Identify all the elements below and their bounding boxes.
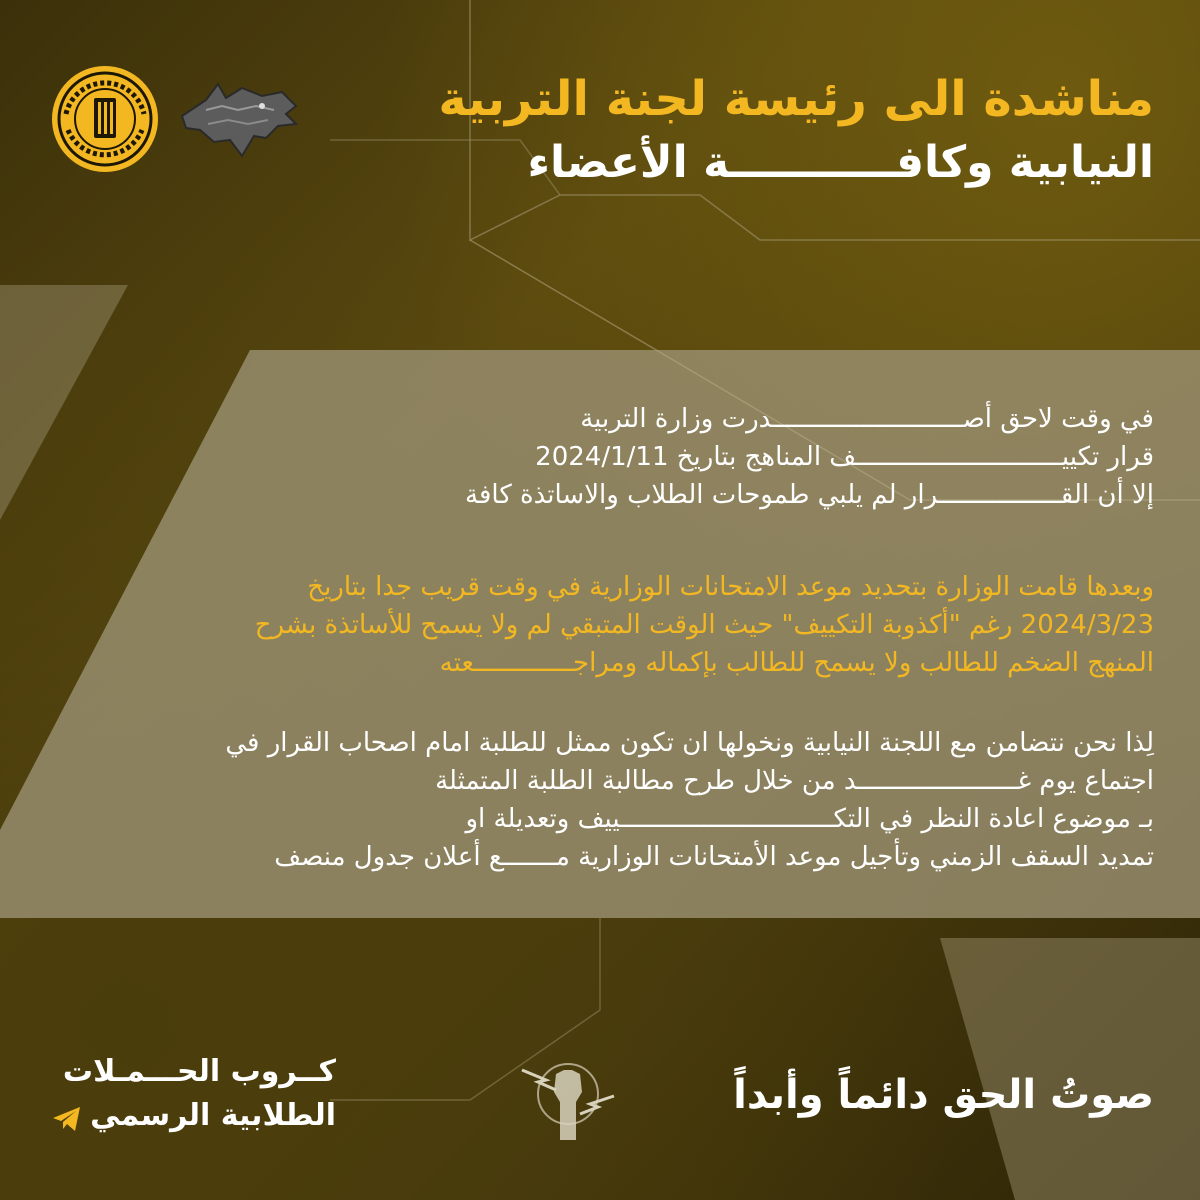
group-name-line-1: كــروب الحـــمـلات (62, 1054, 336, 1089)
paragraph-line: بـ موضوع اعادة النظر في التكــــــــــــــــــــــــــــييف وتعديلة او (465, 804, 1154, 834)
campaign-group-seal-icon (50, 64, 160, 174)
paragraph-line: تمديد السقف الزمني وتأجيل موعد الأمتحانات الوزارية مـــــــع أعلان جدول منصف (274, 842, 1154, 872)
paragraph-line: في وقت لاحق أصـــــــــــــــــــــــــدرت وزارة التربية (580, 404, 1154, 434)
raised-fist-lightning-icon (516, 1052, 620, 1142)
paragraph-line: قرار تكييـــــــــــــــــــــــــــف المناهج بتاريخ 2024/1/11 (535, 442, 1154, 472)
title-line-2: النيابية وكافـــــــــــة الأعضاء (527, 137, 1154, 188)
wolf-head-icon (178, 80, 300, 160)
group-name (46, 1050, 336, 1138)
left-angled-band (0, 285, 128, 520)
bottom-right-angled-band (940, 938, 1200, 1200)
paragraph-solidarity (114, 724, 1154, 876)
slogan: صوتُ الحق دائماً وأبداً (733, 1072, 1154, 1118)
paragraph-exam-date (114, 568, 1154, 682)
paragraph-decision (114, 400, 1154, 514)
paragraph-line: وبعدها قامت الوزارة بتحديد موعد الامتحانات الوزارية في وقت قريب جدا بتاريخ (307, 572, 1154, 602)
paragraph-line: المنهج الضخم للطالب ولا يسمح للطالب بإكماله ومراجـــــــــــــعته (439, 648, 1154, 678)
paragraph-line: اجتماع يوم غـــــــــــــــــــــد من خلال طرح مطالبة الطلبة المتمثلة (435, 766, 1154, 796)
page-title (334, 66, 1154, 194)
paragraph-line: إلا أن القــــــــــــــــرار لم يلبي طموحات الطلاب والاساتذة كافة (465, 480, 1154, 510)
paragraph-line: لِذا نحن نتضامن مع اللجنة النيابية ونخولها ان تكون ممثل للطلبة امام اصحاب القرار في (225, 728, 1154, 758)
group-name-line-2: الطلابية الرسمي (90, 1098, 336, 1133)
telegram-icon[interactable] (52, 1106, 82, 1132)
title-line-1: مناشدة الى رئيسة لجنة التربية (438, 71, 1154, 127)
paragraph-line: 2024/3/23 رغم "أكذوبة التكييف" حيث الوقت المتبقي لم ولا يسمح للأساتذة بشرح (254, 610, 1154, 640)
